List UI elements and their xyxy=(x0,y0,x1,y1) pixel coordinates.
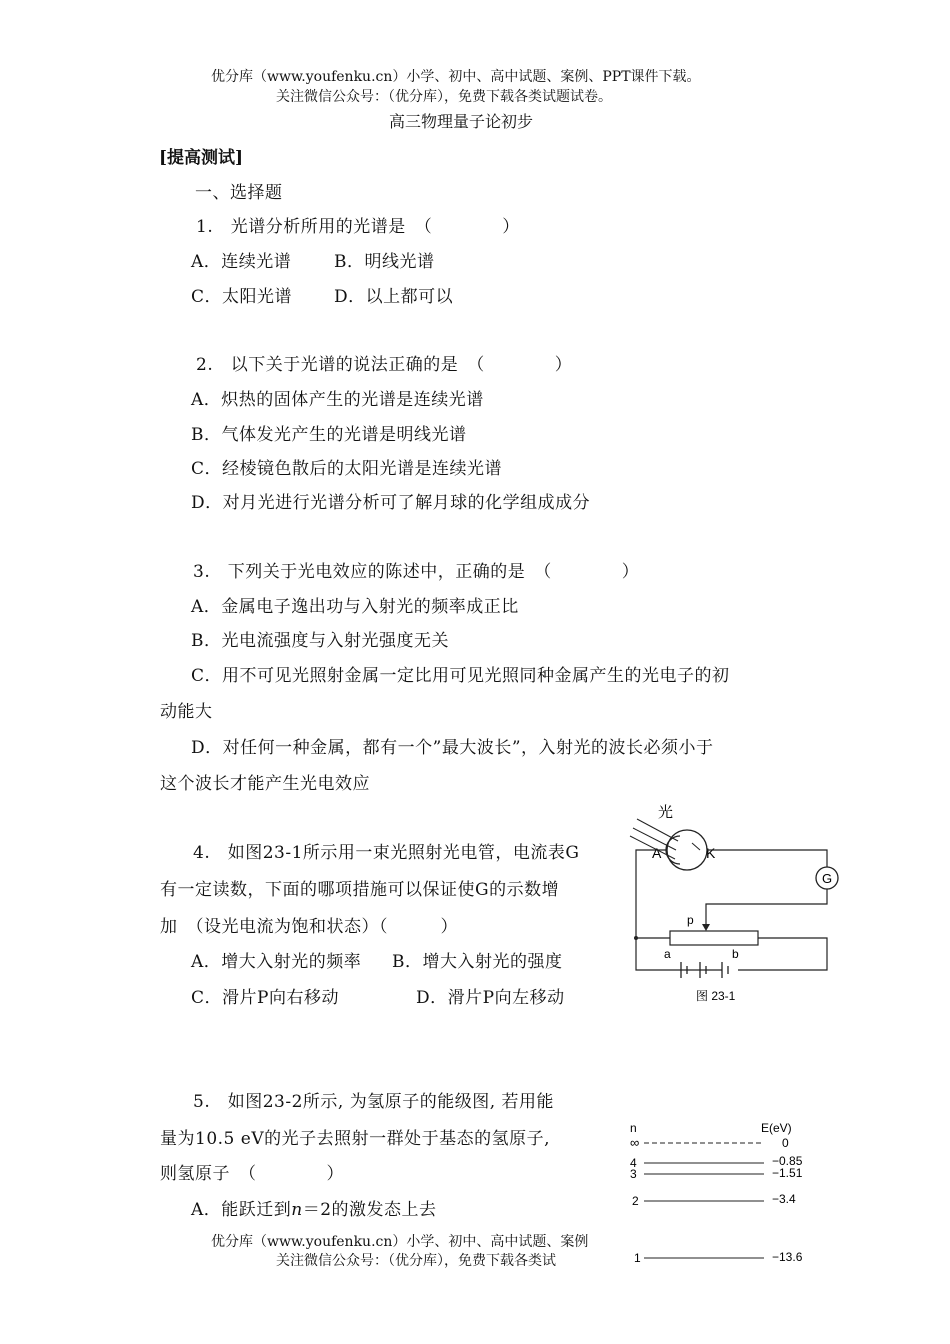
light-label: 光 xyxy=(658,804,674,821)
q2-stem: 2. 以下关于光谱的说法正确的是 （ ） xyxy=(196,355,573,375)
q1-option-b: B．明线光谱 xyxy=(334,252,435,272)
header-line-1: 优分库（www.youfenku.cn）小学、初中、高中试题、案例、PPT课件下载。 xyxy=(211,69,701,85)
q1-option-a: A．连续光谱 xyxy=(191,252,292,272)
q5-stem-line2: 量为10.5 eV的光子去照射一群处于基态的氢原子, xyxy=(160,1129,550,1149)
q1-option-c: C．太阳光谱 xyxy=(191,287,293,307)
q4-option-c: C．滑片P向右移动 xyxy=(191,988,339,1008)
n-axis-label: n xyxy=(630,1121,637,1135)
level-3-energy: −1.51 xyxy=(772,1166,803,1180)
q2-option-b: B．气体发光产生的光谱是明线光谱 xyxy=(191,425,467,445)
rheostat-end-a: a xyxy=(664,947,671,961)
part-label: 一、选择题 xyxy=(195,183,283,203)
header-line-2: 关注微信公众号：（优分库），免费下载各类试题试卷。 xyxy=(276,89,612,105)
footer-line-2: 关注微信公众号：（优分库），免费下载各类试 xyxy=(276,1253,556,1269)
q2-option-d: D．对月光进行光谱分析可了解月球的化学组成成分 xyxy=(191,493,591,513)
footer-line-1: 优分库（www.youfenku.cn）小学、初中、高中试题、案例 xyxy=(211,1234,589,1250)
q4-stem-line1: 4. 如图23-1所示用一束光照射光电管，电流表G xyxy=(193,843,580,863)
cathode-plate xyxy=(666,836,680,864)
q4-stem-line2: 有一定读数，下面的哪项措施可以保证使G的示数增 xyxy=(160,880,560,900)
anode-label: A xyxy=(652,845,662,861)
figure-23-1-circuit xyxy=(620,798,842,1010)
level-inf-n: ∞ xyxy=(630,1135,640,1150)
level-1-n: 1 xyxy=(634,1251,641,1265)
slider-label: p xyxy=(687,913,694,927)
level-4-n: 4 xyxy=(630,1156,637,1170)
q3-option-a: A．金属电子逸出功与入射光的频率成正比 xyxy=(191,597,519,617)
level-4-energy: −0.85 xyxy=(772,1154,803,1168)
cathode-label: K xyxy=(706,845,716,861)
q5-option-a-variable: n xyxy=(291,1200,303,1220)
q1-option-d: D．以上都可以 xyxy=(334,287,454,307)
q4-option-d: D．滑片P向左移动 xyxy=(416,988,565,1008)
level-2-n: 2 xyxy=(632,1194,639,1208)
q2-option-c: C．经棱镜色散后的太阳光谱是连续光谱 xyxy=(191,459,503,479)
q3-stem: 3. 下列关于光电效应的陈述中，正确的是 （ ） xyxy=(193,562,640,582)
q4-option-b: B．增大入射光的强度 xyxy=(392,952,563,972)
q3-option-d-line2: 这个波长才能产生光电效应 xyxy=(160,774,370,794)
q5-option-a-suffix: ＝2的激发态上去 xyxy=(302,1200,437,1220)
q1-stem: 1. 光谱分析所用的光谱是 （ ） xyxy=(196,217,520,237)
q3-option-c-line2: 动能大 xyxy=(160,702,213,722)
meter-label: G xyxy=(822,871,833,886)
q4-option-a: A．增大入射光的频率 xyxy=(191,952,362,972)
q3-option-d-line1: D．对任何一种金属，都有一个”最大波长”，入射光的波长必须小于 xyxy=(191,738,714,758)
q5-option-a-prefix: A．能跃迁到 xyxy=(191,1200,292,1220)
figure-23-2-energy-levels xyxy=(624,1118,824,1270)
energy-axis-label: E(eV) xyxy=(761,1121,792,1135)
q2-option-a: A．炽热的固体产生的光谱是连续光谱 xyxy=(191,390,484,410)
q3-option-c-line1: C．用不可见光照射金属一定比用可见光照同种金属产生的光电子的初 xyxy=(191,666,730,686)
rheostat xyxy=(670,931,758,945)
level-inf-energy: 0 xyxy=(782,1136,789,1150)
level-3-n: 3 xyxy=(630,1167,637,1181)
photo-tube xyxy=(667,830,707,870)
level-2-energy: −3.4 xyxy=(772,1192,796,1206)
electron-arrow xyxy=(692,843,700,850)
slider-arrow xyxy=(702,924,710,931)
q5-option-a xyxy=(191,1195,437,1220)
q4-stem-line3: 加 （设光电流为饱和状态）（ ） xyxy=(160,917,458,937)
section-label: [提高测试] xyxy=(159,148,244,168)
document-title: 高三物理量子论初步 xyxy=(389,112,534,131)
level-1-energy: −13.6 xyxy=(772,1250,803,1264)
junction-dot xyxy=(634,936,638,940)
q5-stem-line1: 5. 如图23-2所示, 为氢原子的能级图, 若用能 xyxy=(193,1092,555,1112)
q3-option-b: B．光电流强度与入射光强度无关 xyxy=(191,631,449,651)
q5-stem-line3: 则氢原子 （ ） xyxy=(160,1164,344,1184)
rheostat-end-b: b xyxy=(732,947,739,961)
figure-23-1-caption: 图 23-1 xyxy=(696,989,736,1003)
